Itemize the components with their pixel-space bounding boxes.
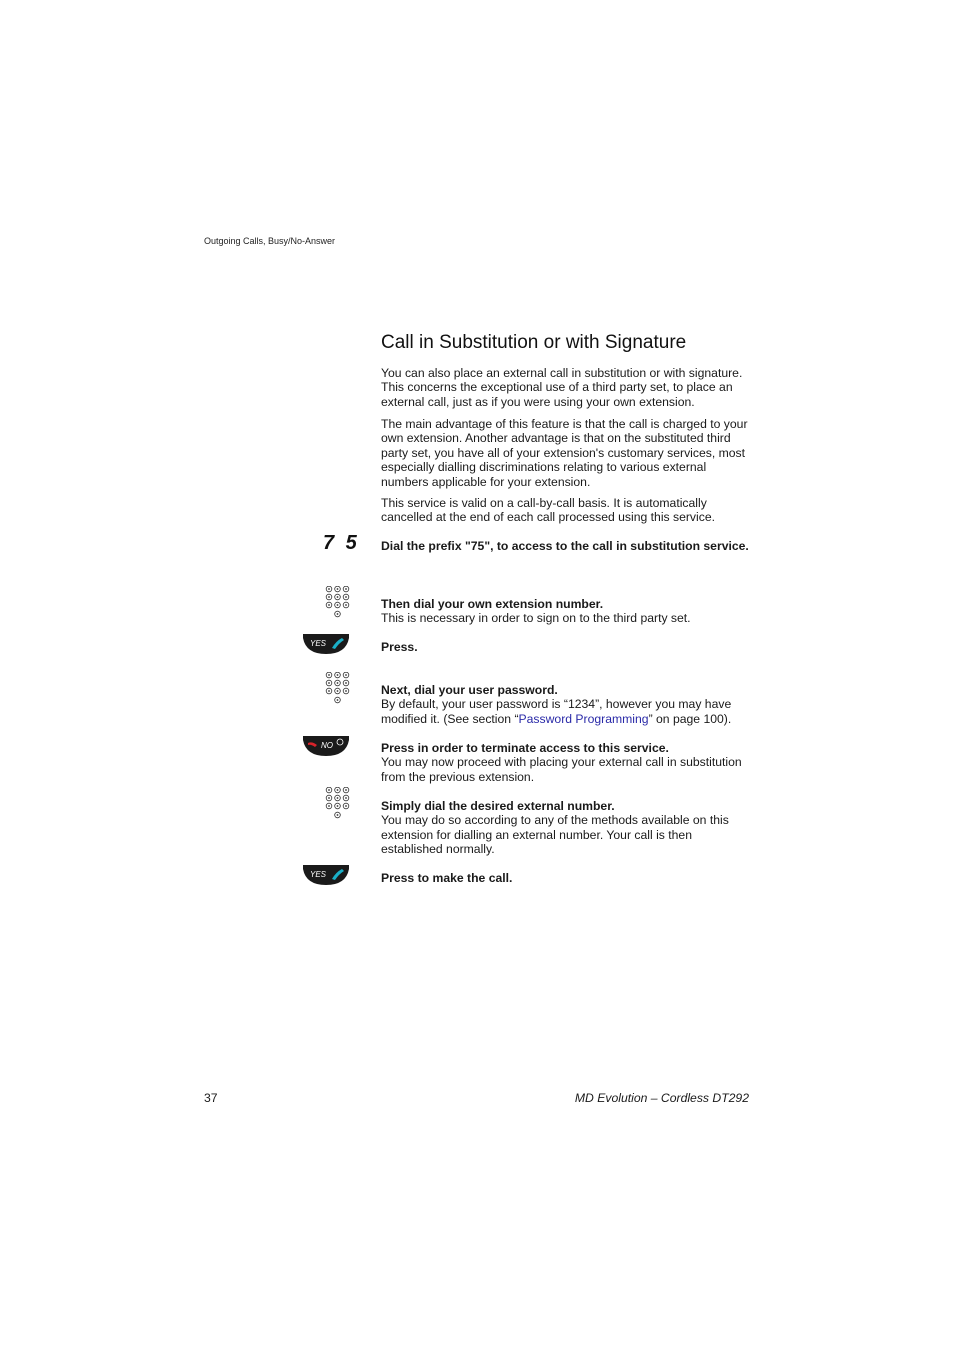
keypad-icon bbox=[325, 672, 351, 706]
step-dial-password-label: Next, dial your user password. bbox=[381, 683, 558, 697]
intro-paragraph-1: You can also place an external call in substitution or with signature. This concerns the exceptional use of a third party set, to place an external call, just as if you were using your own extension. bbox=[381, 366, 743, 409]
no-key-text: NO bbox=[321, 741, 333, 750]
step-terminate-access-label: Press in order to terminate access to this service. bbox=[381, 741, 669, 755]
intro-paragraph-3: This service is valid on a call-by-call basis. It is automatically cancelled at the end of each call processed using this service. bbox=[381, 496, 715, 525]
step-dial-password-desc bbox=[381, 697, 753, 726]
step-press-yes bbox=[381, 640, 753, 654]
step-press-yes-label: Press. bbox=[381, 640, 418, 654]
no-key-icon bbox=[302, 735, 350, 757]
running-header: Outgoing Calls, Busy/No-Answer bbox=[204, 236, 336, 246]
step-dial-external-desc: You may do so according to any of the methods available on this extension for dialling an external number. Your call is then established normally. bbox=[381, 813, 729, 857]
prefix-75-digits: 7 5 bbox=[323, 532, 360, 554]
step-terminate-access-desc: You may now proceed with placing your external call in substitution from the previous extension. bbox=[381, 755, 742, 784]
step-dial-prefix bbox=[381, 539, 753, 553]
step-make-call-label: Press to make the call. bbox=[381, 871, 513, 885]
keypad-icon bbox=[325, 787, 351, 821]
page-number: 37 bbox=[204, 1091, 218, 1105]
intro-paragraph-2: The main advantage of this feature is that the call is charged to your own extension. Another advantage is that on the substituted third party set, you have all of your extension's customary services, most especially dialling discriminations relating to various external numbers applicable for your extension. bbox=[381, 417, 748, 489]
step-terminate-access bbox=[381, 741, 753, 784]
step-dial-password bbox=[381, 683, 753, 726]
desc-text: ” on page 100). bbox=[648, 711, 732, 726]
yes-key-icon bbox=[302, 864, 350, 886]
yes-key-icon bbox=[302, 633, 350, 655]
step-dial-extension-label: Then dial your own extension number. bbox=[381, 597, 604, 611]
page-title: Call in Substitution or with Signature bbox=[381, 332, 687, 353]
step-dial-external bbox=[381, 799, 753, 857]
password-programming-link[interactable]: Password Programming bbox=[518, 711, 649, 726]
desc-text: By default, your user password is “1234”, however you may have modified it. (See section “ bbox=[381, 697, 732, 726]
keypad-icon bbox=[325, 586, 351, 620]
yes-key-text: YES bbox=[310, 870, 327, 879]
step-dial-extension bbox=[381, 597, 753, 626]
step-make-call bbox=[381, 871, 753, 885]
step-dial-external-label: Simply dial the desired external number. bbox=[381, 799, 615, 813]
yes-key-text: YES bbox=[310, 639, 327, 648]
step-dial-extension-desc: This is necessary in order to sign on to the third party set. bbox=[381, 611, 691, 626]
step-dial-prefix-label: Dial the prefix "75", to access to the call in substitution service. bbox=[381, 539, 749, 553]
document-title: MD Evolution – Cordless DT292 bbox=[574, 1091, 749, 1105]
